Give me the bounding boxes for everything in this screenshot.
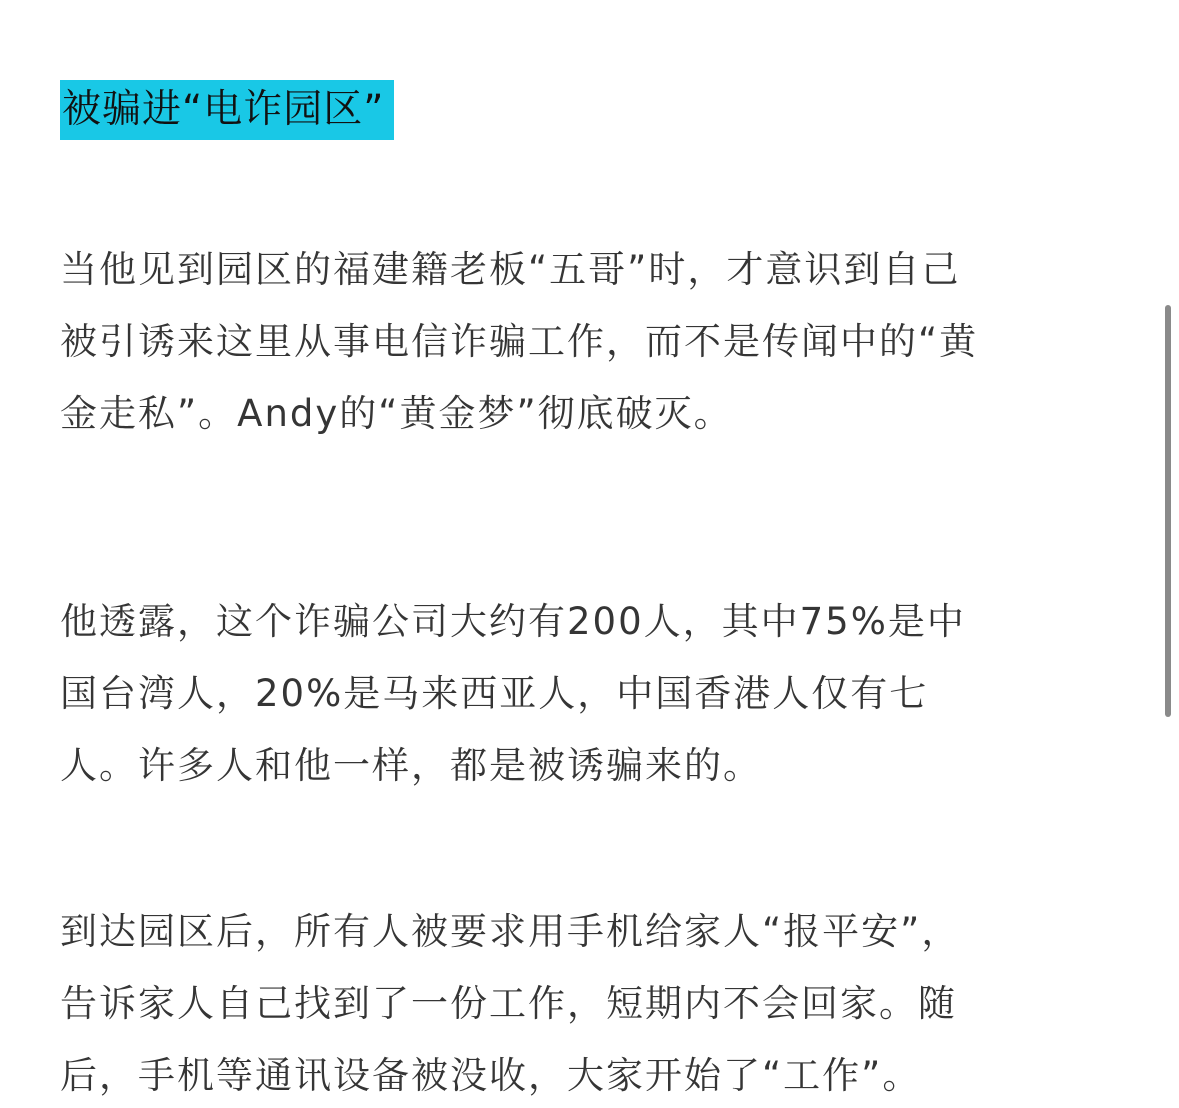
- section-title: 被骗进“电诈园区”: [60, 80, 394, 140]
- paragraph-line: 到达园区后，所有人被要求用手机给家人“报平安”，: [60, 910, 961, 953]
- paragraph-2: [60, 586, 1120, 802]
- article-body: [60, 80, 1120, 1097]
- paragraph-line: 金走私”。Andy的“黄金梦”彻底破灭。: [60, 392, 733, 435]
- paragraph-line: 他透露，这个诈骗公司大约有200人，其中75%是中: [60, 600, 966, 643]
- paragraph-line: 告诉家人自己找到了一份工作，短期内不会回家。随: [60, 982, 957, 1025]
- paragraph-3: [60, 896, 1120, 1108]
- paragraph-line: 国台湾人，20%是马来西亚人，中国香港人仅有七: [60, 672, 929, 715]
- paragraph-line: 当他见到园区的福建籍老板“五哥”时，才意识到自己: [60, 248, 961, 291]
- vertical-scrollbar[interactable]: [1165, 305, 1171, 717]
- paragraph-line: 人。许多人和他一样，都是被诱骗来的。: [60, 744, 762, 787]
- paragraph-1: [60, 234, 1120, 450]
- paragraph-line: 后，手机等通讯设备被没收，大家开始了“工作”。: [60, 1054, 922, 1097]
- paragraph-line: 被引诱来这里从事电信诈骗工作，而不是传闻中的“黄: [60, 320, 979, 363]
